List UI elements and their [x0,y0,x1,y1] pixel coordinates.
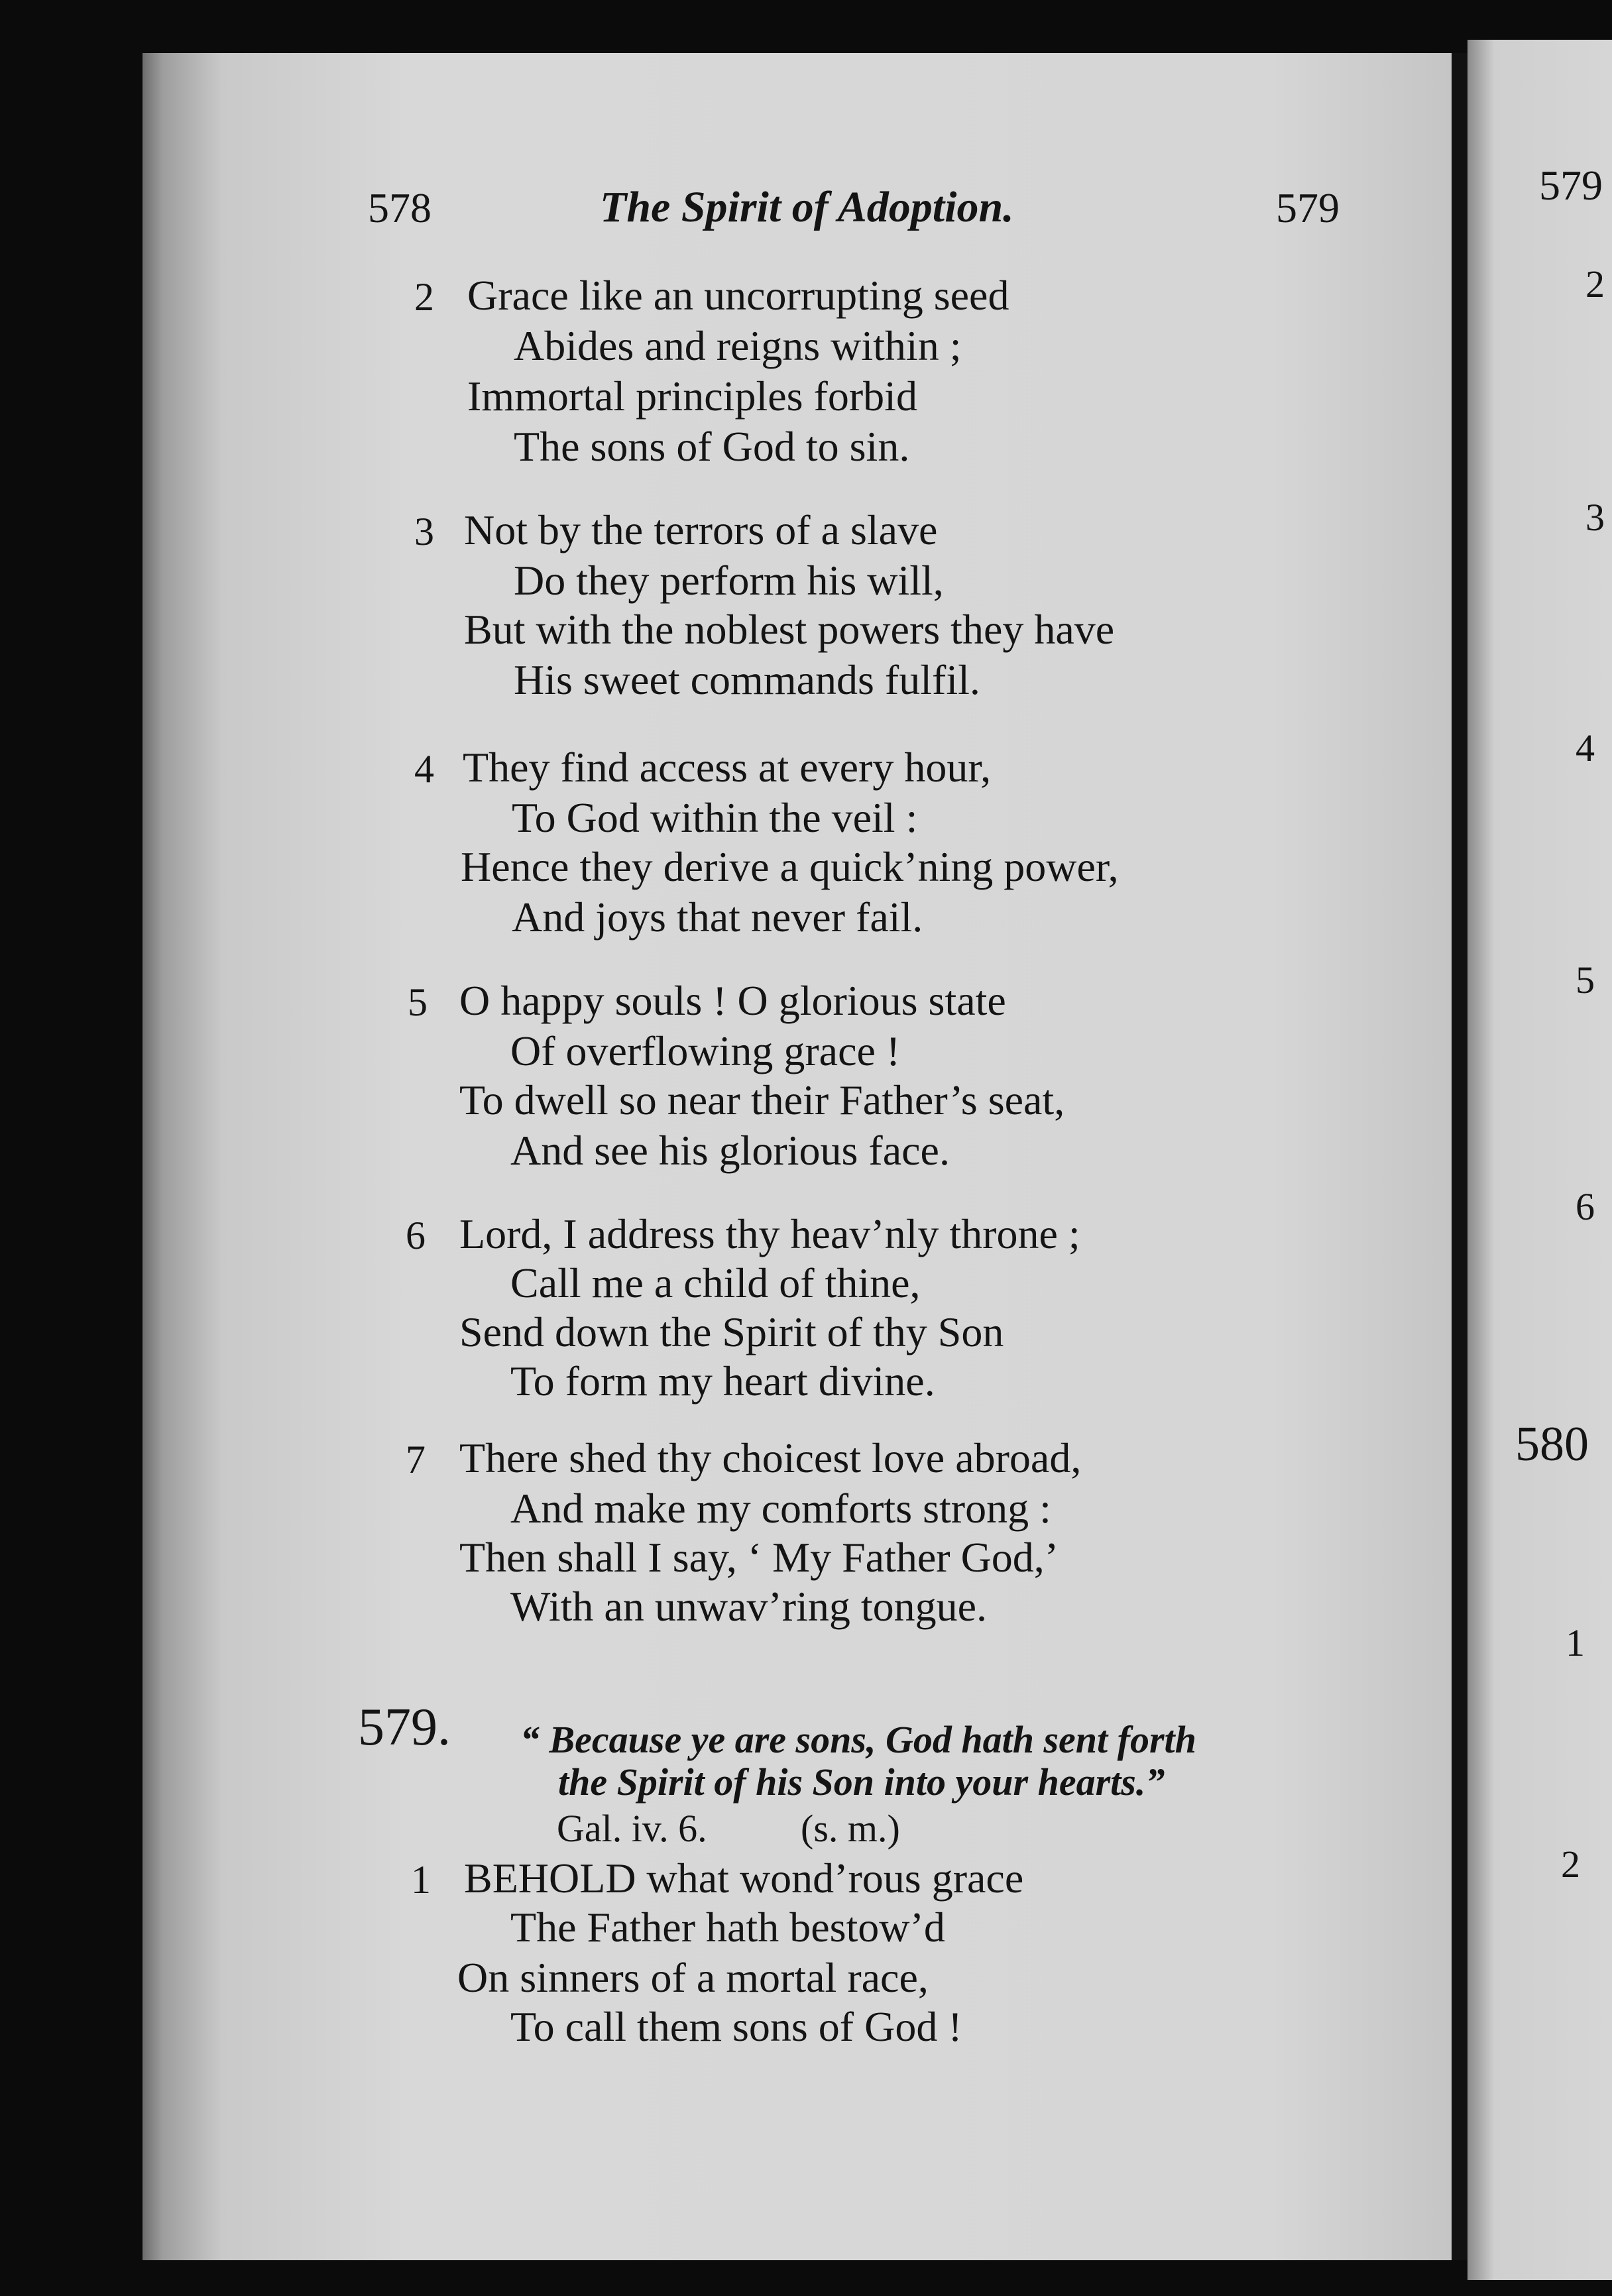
verse-line: With an unwav’ring tongue. [510,1583,988,1630]
facing-hymn-number: 580 [1515,1417,1589,1471]
facing-verse-number: 4 [1576,726,1595,770]
verse-line: There shed thy choicest love abroad, [459,1434,1082,1481]
hymn-epigraph: “ Because ye are sons, God hath sent forth [520,1718,1196,1761]
verse-line: Grace like an uncorrupting seed [467,272,1009,319]
verse-line: Lord, I address thy heav’nly throne ; [459,1210,1080,1257]
hymn-epigraph: the Spirit of his Son into your hearts.” [558,1760,1165,1804]
verse-number: 6 [406,1214,426,1257]
hymn-number: 579. [358,1698,451,1756]
verse-line: And make my comforts strong : [510,1485,1051,1532]
verse-line: The Father hath bestow’d [510,1904,945,1951]
verse-number: 3 [414,510,434,553]
verse-line: Then shall I say, ‘ My Father God,’ [459,1534,1059,1581]
verse-line: His sweet commands fulfil. [514,656,980,703]
verse-line: On sinners of a mortal race, [457,1954,929,2001]
verse-number: 1 [411,1858,431,1902]
facing-verse-number: 6 [1576,1185,1595,1228]
verse-number: 2 [414,275,434,319]
verse-number: 4 [414,747,434,791]
verse-number: 5 [408,980,428,1024]
verse-line: Send down the Spirit of thy Son [459,1308,1004,1355]
running-title: The Spirit of Adoption. [600,183,1014,231]
verse-line: Of overflowing grace ! [510,1027,901,1074]
verse-line: They find access at every hour, [463,744,992,791]
scripture-reference: Gal. iv. 6. [557,1807,707,1850]
verse-line: The sons of God to sin. [514,423,910,470]
verse-line: Immortal principles forbid [467,373,917,420]
facing-verse-number: 5 [1576,958,1595,1002]
facing-verse-number: 3 [1585,496,1605,539]
hymn-meter: (s. m.) [801,1807,900,1850]
verse-line: Not by the terrors of a slave [464,506,938,553]
facing-verse-number: 1 [1566,1621,1585,1664]
verse-line: And see his glorious face. [510,1127,950,1174]
verse-line: Do they perform his will, [514,557,944,604]
verse-line: O happy souls ! O glorious state [459,977,1006,1024]
facing-verse-number: 2 [1585,262,1605,306]
page-number-right: 579 [1276,184,1340,231]
verse-line: Call me a child of thine, [510,1259,921,1306]
verse-line: But with the noblest powers they have [464,606,1115,653]
book-spine [1452,53,1468,2260]
verse-line: And joys that never fail. [512,893,923,941]
verse-line: Hence they derive a quick’ning power, [461,843,1119,890]
facing-page-edge [1468,40,1612,2280]
verse-line: Abides and reigns within ; [514,322,962,369]
page-number-left: 578 [368,184,432,231]
verse-number: 7 [406,1438,426,1481]
verse-line: To form my heart divine. [510,1357,935,1405]
verse-line: BEHOLD what wond’rous grace [464,1855,1024,1902]
verse-line: To God within the veil : [512,794,918,841]
facing-page-header: 579 [1539,162,1603,209]
verse-line: To call them sons of God ! [510,2003,962,2050]
verse-line: To dwell so near their Father’s seat, [459,1076,1065,1123]
facing-verse-number: 2 [1561,1843,1580,1886]
